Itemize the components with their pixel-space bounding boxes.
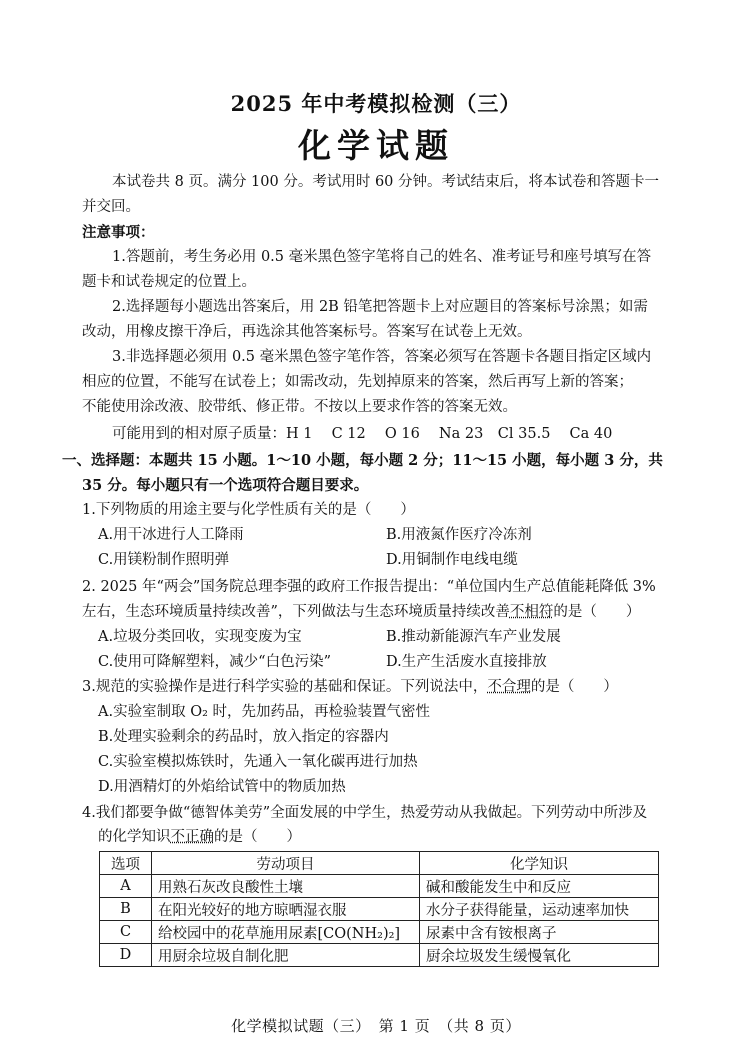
option-b: B.处理实验剩余的药品时，放入指定的容器内	[98, 729, 389, 745]
intro-line: 本试卷共 8 页。满分 100 分。考试用时 60 分钟。考试结束后，将本试卷和答题卡一	[112, 174, 660, 190]
atomic-masses: 可能用到的相对原子质量：H 1 C 12 O 16 Na 23 Cl 35.5 Ca 40	[112, 426, 613, 442]
option-a: A.实验室制取 O₂ 时，先加药品，再检验装置气密性	[98, 704, 430, 720]
table-header: 化学知识	[420, 852, 659, 875]
table-cell: D	[100, 944, 152, 967]
stem-text: 的是（ ）	[530, 679, 618, 695]
table-row	[100, 944, 659, 967]
table-row	[100, 898, 659, 921]
stem-text: 3.规范的实验操作是进行科学实验的基础和保证。下列说法中，	[82, 679, 488, 695]
question-stem: 2. 2025 年“两会”国务院总理李强的政府工作报告提出：“单位国内生产总值能耗降低 3%	[82, 579, 656, 595]
stem-text: 的化学知识	[98, 829, 171, 845]
option-c: C.用镁粉制作照明弹	[98, 552, 230, 568]
option-a: A.用干冰进行人工降雨	[98, 527, 244, 543]
table-header: 选项	[100, 852, 152, 875]
exam-title: 2025 年中考模拟检测（三）	[230, 91, 522, 116]
table-cell: A	[100, 875, 152, 898]
emphasis-text: 不合理	[487, 679, 531, 695]
note-line: 相应的位置，不能写在试卷上；如需改动，先划掉原来的答案，然后再写上新的答案；	[82, 374, 633, 390]
subject-title: 化学试题	[298, 126, 454, 165]
question-stem	[82, 675, 674, 700]
note-line: 改动，用橡皮擦干净后，再选涂其他答案标号。答案写在试卷上无效。	[82, 324, 532, 340]
option-c: C.实验室模拟炼铁时，先通入一氧化碳再进行加热	[98, 754, 418, 770]
option-b: B.推动新能源汽车产业发展	[386, 629, 561, 645]
option-b: B.用液氮作医疗冷冻剂	[386, 527, 532, 543]
table-cell: 水分子获得能量，运动速率加快	[420, 898, 659, 921]
stem-text: 的是（ ）	[553, 604, 641, 620]
table-cell: C	[100, 921, 152, 944]
option-a: A.垃圾分类回收，实现变废为宝	[98, 629, 302, 645]
table-cell: 尿素中含有铵根离子	[420, 921, 659, 944]
note-line: 2.选择题每小题选出答案后，用 2B 铅笔把答题卡上对应题目的答案标号涂黑；如需	[112, 299, 648, 315]
option-d: D.用酒精灯的外焰给试管中的物质加热	[98, 779, 346, 795]
option-d: D.用铜制作电线电缆	[386, 552, 518, 568]
page-footer: 化学模拟试题（三） 第 1 页 （共 8 页）	[231, 1017, 521, 1035]
table-cell: 碱和酸能发生中和反应	[420, 875, 659, 898]
table-cell: 在阳光较好的地方晾晒湿衣服	[152, 898, 420, 921]
table-row	[100, 875, 659, 898]
notes-heading: 注意事项：	[82, 224, 155, 241]
option-d: D.生产生活废水直接排放	[386, 654, 547, 670]
stem-text: 左右，生态环境质量持续改善”，下列做法与生态环境质量持续改善	[82, 604, 510, 620]
section-heading: 35 分。每小题只有一个选项符合题目要求。	[82, 477, 369, 494]
option-c: C.使用可降解塑料，减少“白色污染”	[98, 654, 332, 670]
question-stem: 4.我们都要争做“德智体美劳”全面发展的中学生，热爱劳动从我做起。下列劳动中所涉及	[82, 805, 648, 821]
intro-line: 并交回。	[82, 199, 140, 215]
section-heading: 一、选择题：本题共 15 小题。1～10 小题，每小题 2 分；11～15 小题，每小题 3 分，共	[62, 452, 663, 469]
emphasis-text: 不正确	[170, 829, 214, 845]
note-line: 题卡和试卷规定的位置上。	[82, 274, 256, 290]
stem-text: 的是（ ）	[214, 829, 301, 845]
table-header-row	[100, 852, 659, 875]
table-header: 劳动项目	[152, 852, 420, 875]
table-cell: 用厨余垃圾自制化肥	[152, 944, 420, 967]
question-stem: 1.下列物质的用途主要与化学性质有关的是（ ）	[82, 502, 415, 518]
question-stem	[82, 600, 674, 625]
table-row	[100, 921, 659, 944]
note-line: 3.非选择题必须用 0.5 毫米黑色签字笔作答，答案必须写在答题卡各题目指定区域内	[112, 349, 652, 365]
table-cell: 给校园中的花草施用尿素[CO(NH₂)₂]	[152, 921, 420, 944]
question-stem	[98, 825, 674, 850]
note-line: 不能使用涂改液、胶带纸、修正带。不按以上要求作答的答案无效。	[82, 399, 517, 415]
table-cell: 用熟石灰改良酸性土壤	[152, 875, 420, 898]
table-cell: B	[100, 898, 152, 921]
answer-table	[99, 851, 659, 967]
emphasis-text: 不相符	[509, 604, 554, 620]
table-cell: 厨余垃圾发生缓慢氧化	[420, 944, 659, 967]
note-line: 1.答题前，考生务必用 0.5 毫米黑色签字笔将自己的姓名、准考证号和座号填写在答	[112, 249, 652, 265]
